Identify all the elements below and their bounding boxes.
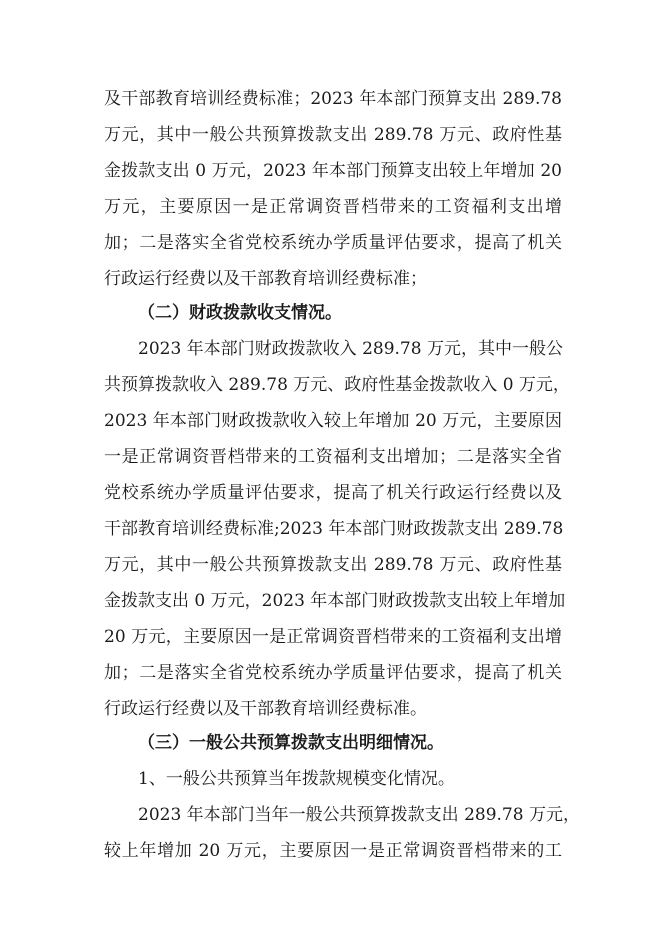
body-text-line: 加；二是落实全省党校系统办学质量评估要求，提高了机关 <box>104 663 562 683</box>
body-text-line: 共预算拨款收入 289.78 万元、政府性基金拨款收入 0 万元， <box>104 375 570 395</box>
body-text-line: 党校系统办学质量评估要求，提高了机关行政运行经费以及 <box>104 483 562 503</box>
body-text-line: 较上年增加 20 万元，主要原因一是正常调资晋档带来的工 <box>104 841 562 861</box>
body-text-line: 金拨款支出 0 万元，2023 年本部门财政拨款支出较上年增加 <box>104 591 566 611</box>
body-text-line: 金拨款支出 0 万元，2023 年本部门预算支出较上年增加 20 <box>104 161 562 181</box>
body-text-line: 干部教育培训经费标准;2023 年本部门财政拨款支出 289.78 <box>104 519 564 539</box>
body-text-line: 加；二是落实全省党校系统办学质量评估要求，提高了机关 <box>104 233 562 253</box>
body-text-line: 行政运行经费以及干部教育培训经费标准； <box>104 269 427 289</box>
section-heading: （二）财政拨款收支情况。 <box>138 303 342 323</box>
body-text-line: 一是正常调资晋档带来的工资福利支出增加；二是落实全省 <box>104 447 562 467</box>
body-text-line: 万元，主要原因一是正常调资晋档带来的工资福利支出增 <box>104 197 562 217</box>
body-text-line: 20 万元，主要原因一是正常调资晋档带来的工资福利支出增 <box>104 627 562 647</box>
body-text-line: 行政运行经费以及干部教育培训经费标准。 <box>104 699 427 719</box>
body-text-line: 2023 年本部门财政拨款收入 289.78 万元，其中一般公 <box>138 339 563 359</box>
body-text-line: 及干部教育培训经费标准；2023 年本部门预算支出 289.78 <box>104 89 562 109</box>
section-heading: （三）一般公共预算拨款支出明细情况。 <box>138 733 444 753</box>
body-text-line: 2023 年本部门当年一般公共预算拨款支出 289.78 万元， <box>138 805 580 825</box>
body-text-line: 万元，其中一般公共预算拨款支出 289.78 万元、政府性基 <box>104 555 562 575</box>
subsection-heading: 1、一般公共预算当年拨款规模变化情况。 <box>138 769 455 789</box>
body-text-line: 2023 年本部门财政拨款收入较上年增加 20 万元，主要原因 <box>104 411 562 431</box>
body-text-line: 万元，其中一般公共预算拨款支出 289.78 万元、政府性基 <box>104 125 562 145</box>
